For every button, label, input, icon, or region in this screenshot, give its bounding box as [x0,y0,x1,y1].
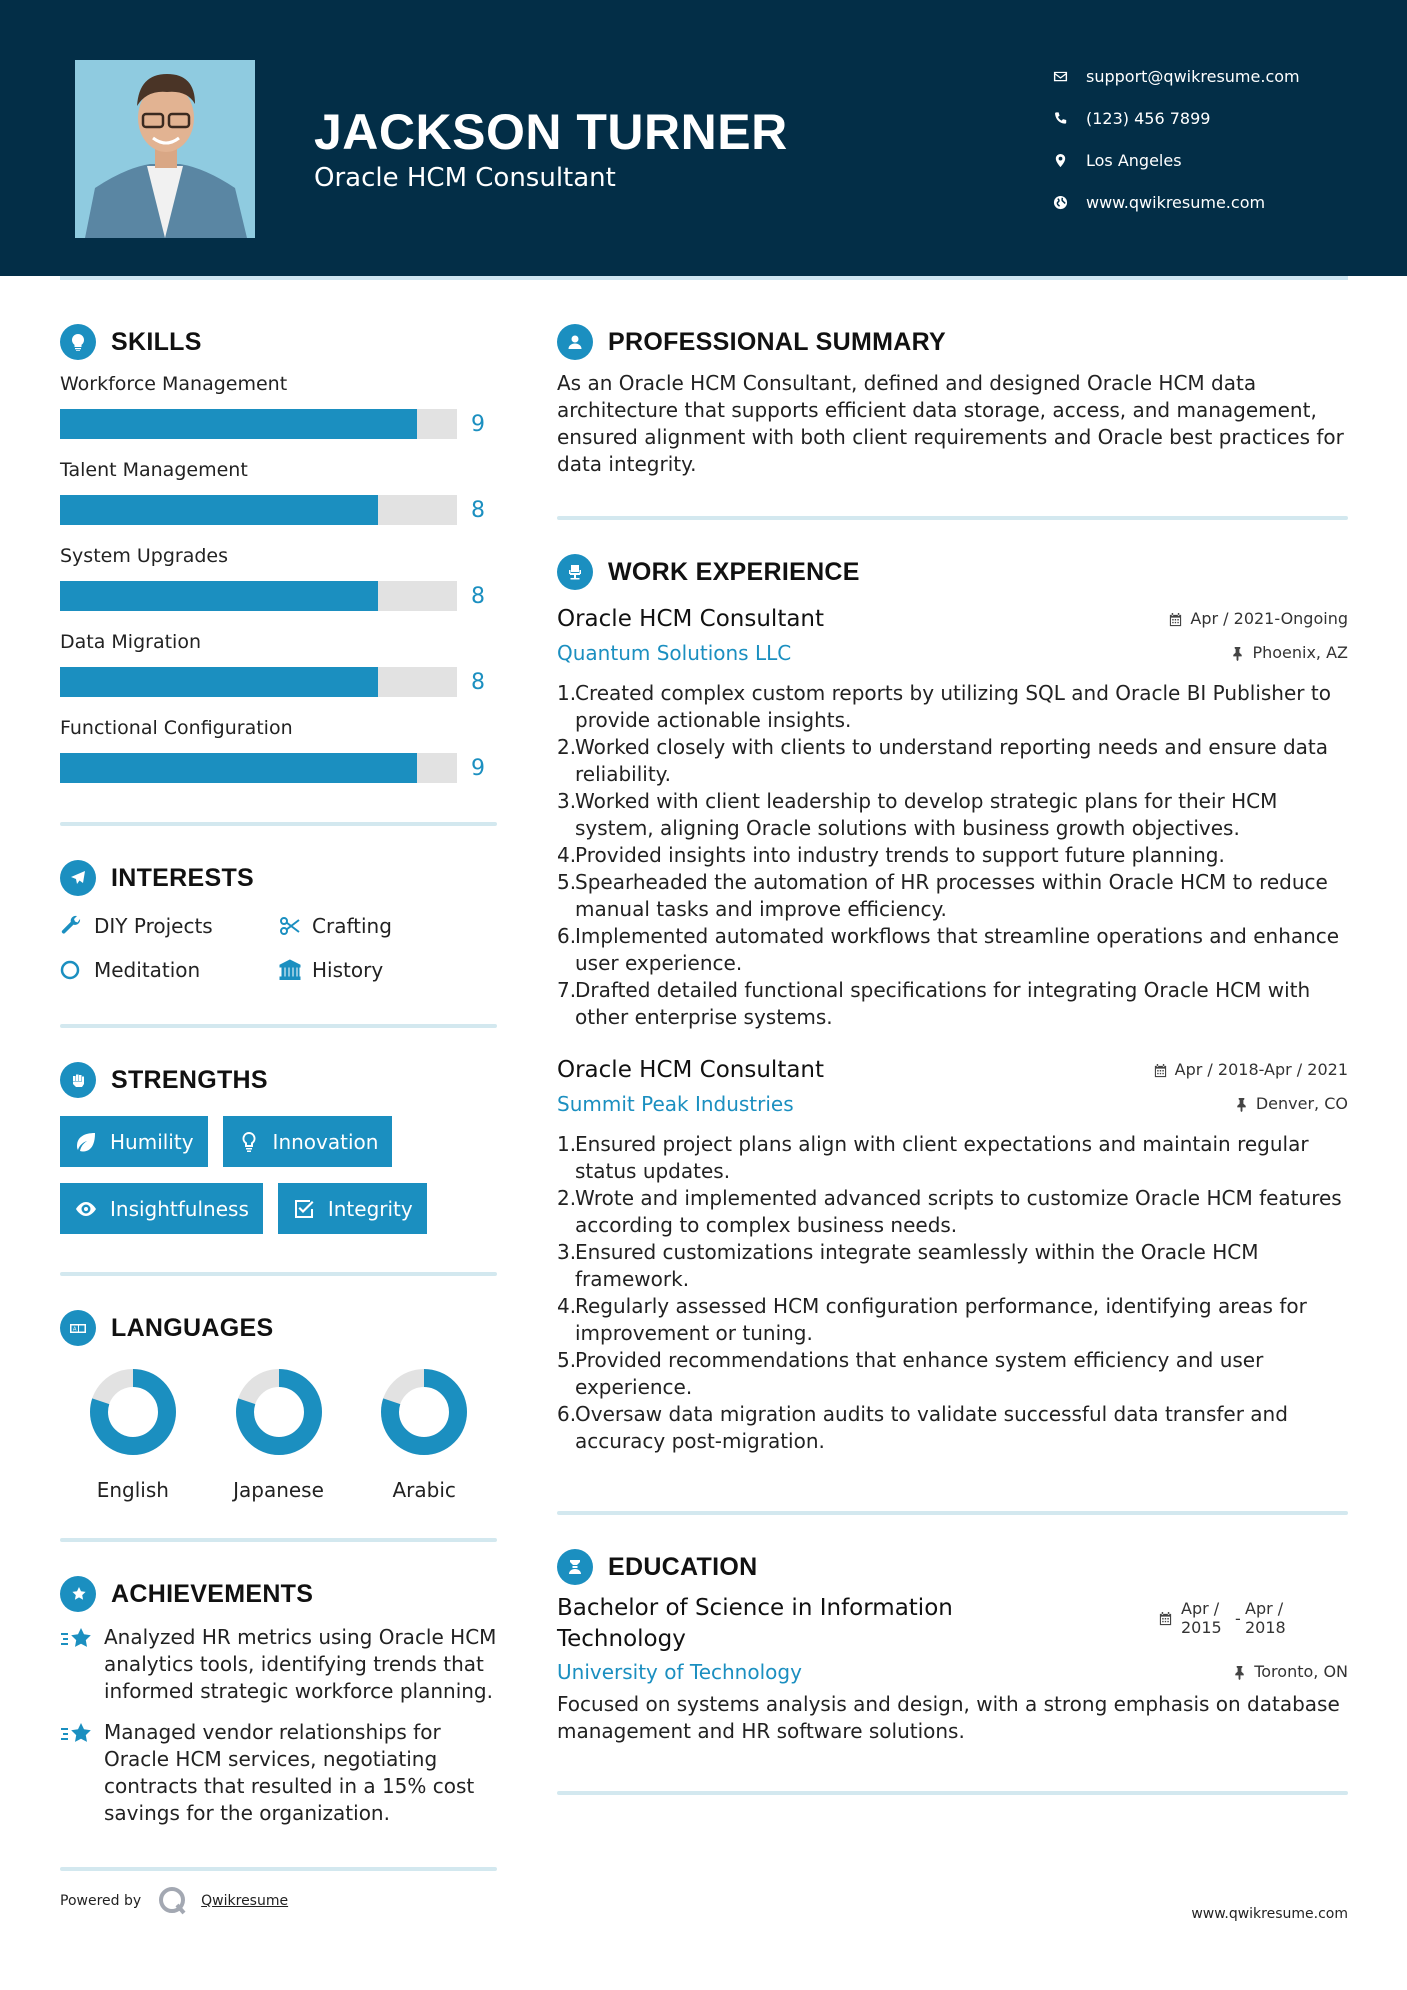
wrench-icon [60,914,84,938]
interest-item: History [278,956,496,984]
checkbox-icon [292,1197,316,1221]
job-dates: Apr / 2021-Ongoing [1168,602,1348,636]
eye-icon [74,1197,98,1221]
company-name: Summit Peak Industries [557,1092,794,1116]
header-divider [60,276,1348,280]
job-bullets [557,1131,1348,1455]
globe-icon [1050,192,1070,212]
skills-heading: SKILLS [60,320,497,364]
user-icon [557,324,593,360]
languages-list [60,1368,497,1502]
skill-bar-fill [60,409,417,439]
envelope-icon [1050,66,1070,86]
skill-name: Data Migration [60,631,201,653]
job-bullet: 1. Created complex custom reports by utilizing SQL and Oracle BI Publisher to provide actionable insights. [557,681,1331,732]
interest-item: DIY Projects [60,912,278,940]
contact-location-text: Los Angeles [1086,150,1182,170]
achievements-list [60,1624,497,1827]
job-bullet: 2. Worked closely with clients to understand reporting needs and ensure data reliability. [557,735,1328,786]
calendar-icon [1168,612,1183,627]
circle-icon [60,958,84,982]
interest-item: Crafting [278,912,496,940]
education-section [557,1545,1348,1745]
skill-value: 8 [471,669,485,695]
skill-name: System Upgrades [60,545,229,567]
job-title: Oracle HCM Consultant [557,606,825,632]
job-bullet: 5. Provided recommendations that enhance system efficiency and user experience. [557,1348,1264,1399]
skill-value: 9 [471,411,485,437]
job-entry [557,1053,1348,1455]
strength-tag: Integrity [278,1183,427,1234]
skill-bar [60,495,457,525]
education-heading: EDUCATION [557,1545,1348,1589]
achievements-heading: ACHIEVEMENTS [60,1572,497,1616]
resume-header [0,0,1407,276]
paper-plane-icon [60,860,96,896]
svg-text:A: A [73,1326,77,1333]
skill-bar [60,667,457,697]
summary-text: As an Oracle HCM Consultant, defined and designed Oracle HCM data architecture that supports efficient data storage, access, and management, ensured alignment with both client requirements and Oracle best practices for data integrity. [557,371,1344,476]
languages-section [60,1306,497,1502]
skill-value: 9 [471,755,485,781]
language-item [351,1368,497,1502]
strengths-section [60,1058,497,1234]
proficiency-donut [235,1368,323,1456]
education-dates: Apr / 2015 - Apr / 2018 [1158,1599,1348,1655]
job-entry [557,602,1348,1031]
proficiency-donut [89,1368,177,1456]
contact-website[interactable] [1050,181,1300,223]
powered-by [60,1885,497,1917]
calendar-icon [1158,1611,1173,1626]
contact-website-text: www.qwikresume.com [1086,192,1266,212]
contact-phone[interactable] [1050,97,1300,139]
lightbulb-icon [60,324,96,360]
contact-list [1050,55,1300,223]
section-divider [557,1511,1348,1515]
language-name: Arabic [392,1478,456,1502]
summary-heading: PROFESSIONAL SUMMARY [557,320,1348,364]
map-pin-icon [1050,150,1070,170]
contact-email[interactable] [1050,55,1300,97]
skill-bar [60,753,457,783]
languages-heading: A LANGUAGES [60,1306,497,1350]
skill-item [60,542,497,622]
skill-name: Workforce Management [60,373,288,395]
contact-email-text: support@qwikresume.com [1086,66,1300,86]
skill-name: Talent Management [60,459,248,481]
job-location: Denver, CO [1234,1087,1348,1121]
section-divider [60,822,497,826]
job-bullet: 4. Regularly assessed HCM configuration performance, identifying areas for improvement or tuning. [557,1294,1307,1345]
section-divider [60,1272,497,1276]
language-name: English [96,1478,169,1502]
powered-by-label: Powered by [60,1893,142,1909]
job-bullet: 4. Provided insights into industry trends to support future planning. [557,843,1225,867]
experience-heading: WORK EXPERIENCE [557,550,1348,594]
summary-section [557,320,1348,478]
phone-icon [1050,108,1070,128]
shooting-star-icon [60,1626,94,1654]
skill-value: 8 [471,497,485,523]
achievement-item: Analyzed HR metrics using Oracle HCM analytics tools, identifying trends that informed strategic workforce planning. [60,1624,497,1705]
pushpin-icon [1234,1097,1249,1112]
education-end: Apr / 2018 [1245,1599,1286,1637]
interests-heading: INTERESTS [60,856,497,900]
right-column [557,320,1348,1795]
translate-icon [60,1310,96,1346]
left-column [60,320,497,1917]
contact-location [1050,139,1300,181]
strengths-list [60,1116,497,1234]
fist-icon [60,1062,96,1098]
office-chair-icon [557,554,593,590]
person-photo-icon [75,60,255,238]
shooting-star-icon [60,1721,94,1749]
job-bullet: 2. Wrote and implemented advanced scripts to customize Oracle HCM features according to complex business needs. [557,1186,1342,1237]
calendar-icon [1153,1063,1168,1078]
interests-section [60,856,497,984]
skill-item [60,456,497,536]
job-location: Phoenix, AZ [1230,636,1348,670]
strengths-heading: STRENGTHS [60,1058,497,1102]
skill-item [60,370,497,450]
skills-list [60,370,497,794]
job-bullet: 3. Worked with client leadership to develop strategic plans for their HCM system, aligning Oracle solutions with business growth objectives. [557,789,1278,840]
section-divider [557,516,1348,520]
lightbulb-icon [237,1130,261,1154]
skill-bar-fill [60,495,378,525]
pushpin-icon [1232,1665,1247,1680]
skill-bar-fill [60,667,378,697]
interests-list [60,912,497,984]
star-icon [60,1576,96,1612]
section-divider [60,1538,497,1542]
candidate-name: JACKSON TURNER [314,104,788,160]
strength-tag: Innovation [223,1116,393,1167]
language-name: Japanese [233,1478,324,1502]
qwikresume-link[interactable]: Qwikresume [201,1893,289,1909]
job-bullet: 5. Spearheaded the automation of HR processes within Oracle HCM to reduce manual tasks and improve efficiency. [557,870,1328,921]
candidate-title: Oracle HCM Consultant [314,163,616,193]
company-name: Quantum Solutions LLC [557,641,792,665]
section-divider [557,1791,1348,1795]
pushpin-icon [1230,646,1245,661]
proficiency-donut [380,1368,468,1456]
interest-item: Meditation [60,956,278,984]
education-start: Apr / 2015 [1181,1599,1222,1637]
skill-name: Functional Configuration [60,717,293,739]
job-title: Oracle HCM Consultant [557,1057,825,1083]
skill-bar-fill [60,581,378,611]
strength-tag: Humility [60,1116,208,1167]
education-location: Toronto, ON [1232,1655,1348,1689]
qwikresume-logo-icon [157,1885,189,1917]
skills-section [60,320,497,794]
museum-icon [278,958,302,982]
achievement-item: Managed vendor relationships for Oracle HCM services, negotiating contracts that resulted in a 15% cost savings for the organization. [60,1719,497,1827]
profile-photo [75,60,255,238]
skill-item [60,628,497,708]
degree-name: Bachelor of Science in Information Technology [557,1595,953,1652]
scissors-icon [278,914,302,938]
job-dates: Apr / 2018-Apr / 2021 [1153,1053,1348,1087]
job-bullet: 6. Oversaw data migration audits to validate successful data transfer and accuracy post-migration. [557,1402,1288,1453]
job-bullets [557,680,1348,1031]
achievements-section [60,1572,497,1827]
skill-bar-fill [60,753,417,783]
job-bullet: 6. Implemented automated workflows that streamline operations and enhance user experience. [557,924,1340,975]
skill-item [60,714,497,794]
section-divider [60,1867,497,1871]
job-bullet: 1. Ensured project plans align with client expectations and maintain regular status updates. [557,1132,1309,1183]
skill-value: 8 [471,583,485,609]
skill-bar [60,409,457,439]
leaf-icon [74,1130,98,1154]
strength-tag: Insightfulness [60,1183,263,1234]
graduate-icon [557,1549,593,1585]
experience-section [557,550,1348,1455]
skill-bar [60,581,457,611]
school-name: University of Technology [557,1660,802,1684]
job-bullet: 7. Drafted detailed functional specifications for integrating Oracle HCM with other enterprise systems. [557,978,1311,1029]
section-divider [60,1024,497,1028]
contact-phone-text: (123) 456 7899 [1086,108,1211,128]
language-item [206,1368,352,1502]
job-bullet: 3. Ensured customizations integrate seamlessly within the Oracle HCM framework. [557,1240,1259,1291]
language-item [60,1368,206,1502]
footer-website-link[interactable]: www.qwikresume.com [1191,1906,1348,1922]
education-description: Focused on systems analysis and design, with a strong emphasis on database management and HR software solutions. [557,1692,1340,1743]
